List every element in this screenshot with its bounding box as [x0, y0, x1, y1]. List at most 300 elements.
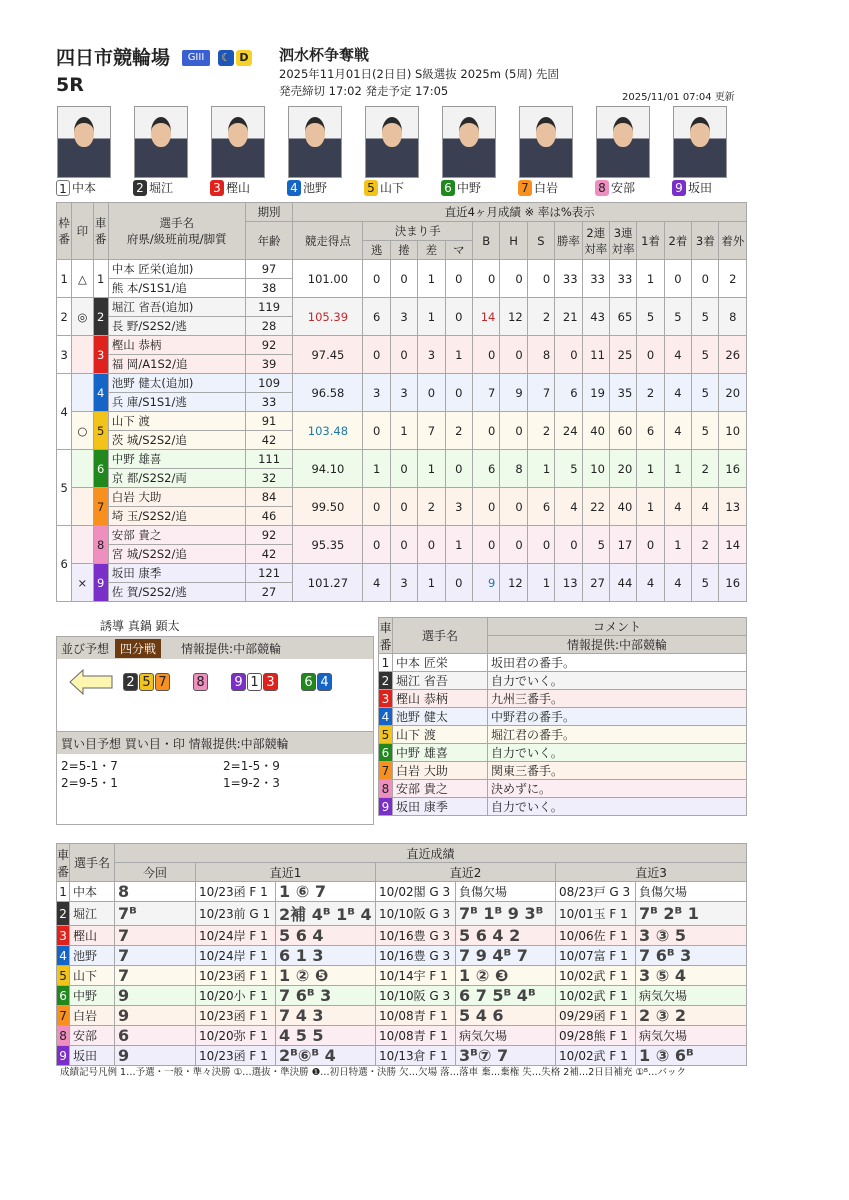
win-rate: 0 [555, 336, 582, 374]
r2-date: 10/10阪 G 3 [376, 902, 456, 926]
car-number: 5 [379, 726, 393, 744]
age: 28 [245, 317, 293, 336]
score: 101.00 [293, 260, 363, 298]
rider-name: 中本 匠栄 [393, 654, 488, 672]
second-count: 4 [664, 564, 691, 602]
ren3-rate: 33 [609, 260, 636, 298]
rider-name: 安部 貴之 [108, 526, 245, 545]
result-row [57, 946, 747, 966]
rider-name: 山下 渡 [393, 726, 488, 744]
col-h: H [500, 222, 527, 260]
current-result: 8 [115, 882, 196, 902]
mark [72, 450, 93, 488]
nige: 1 [363, 450, 390, 488]
car-number: 5 [93, 412, 108, 450]
mark [72, 488, 93, 526]
third-count: 0 [692, 260, 719, 298]
h-count: 0 [500, 336, 527, 374]
b-count: 0 [472, 488, 499, 526]
win-rate: 5 [555, 450, 582, 488]
out-count: 16 [719, 564, 747, 602]
first-count: 1 [637, 260, 664, 298]
ren2-rate: 40 [582, 412, 609, 450]
line-car-badge: 5 [139, 673, 154, 691]
car-number: 6 [379, 744, 393, 762]
third-count: 5 [692, 298, 719, 336]
r1-date: 10/23函 F 1 [196, 1046, 276, 1066]
second-count: 4 [664, 488, 691, 526]
score: 94.10 [293, 450, 363, 488]
col-s: S [527, 222, 554, 260]
r1-result: 5 6 4 [276, 926, 376, 946]
h-count: 0 [500, 412, 527, 450]
line-prediction-label: 並び予想 [61, 641, 110, 656]
bet-1: 2=5-1・7 [61, 759, 118, 773]
age: 33 [245, 393, 293, 412]
r2-date: 10/16豊 G 3 [376, 926, 456, 946]
score: 105.39 [293, 298, 363, 336]
line-car-badge: 3 [263, 673, 278, 691]
makuri: 0 [390, 450, 417, 488]
car-number: 7 [93, 488, 108, 526]
rider-pref: 茨 城/S2S2/追 [108, 431, 245, 450]
table-row [57, 450, 747, 469]
r1-date: 10/20弥 F 1 [196, 1026, 276, 1046]
out-count: 16 [719, 450, 747, 488]
rider-photo-card [364, 106, 441, 196]
s-count: 8 [527, 336, 554, 374]
current-result: 6 [115, 1026, 196, 1046]
ma: 0 [445, 260, 472, 298]
score: 101.27 [293, 564, 363, 602]
makuri: 0 [390, 336, 417, 374]
rider-photo-card [672, 106, 749, 196]
car-number-badge: 1 [56, 180, 70, 196]
r1-result: 7 4 3 [276, 1006, 376, 1026]
comment: 自力でいく。 [488, 798, 747, 816]
rider-photo [519, 106, 573, 178]
comment-row [379, 744, 747, 762]
s-count: 2 [527, 412, 554, 450]
h-count: 12 [500, 298, 527, 336]
line-car-badge: 9 [231, 673, 246, 691]
out-count: 8 [719, 298, 747, 336]
col-car: 車番 [379, 618, 393, 654]
win-rate: 21 [555, 298, 582, 336]
rider-short-name: 中本 [72, 181, 97, 195]
table-row [57, 564, 747, 583]
day-badge: D [236, 50, 252, 66]
col-car: 車番 [57, 844, 70, 882]
third-count: 2 [692, 450, 719, 488]
r1-result: 6 1 3 [276, 946, 376, 966]
comment-row [379, 654, 747, 672]
car-number: 5 [57, 966, 70, 986]
rider-pref: 宮 城/S2S2/追 [108, 545, 245, 564]
rider-short-name: 樫山 [226, 181, 251, 195]
line-car-badge: 4 [317, 673, 332, 691]
car-number-badge: 7 [518, 180, 532, 196]
ren2-rate: 19 [582, 374, 609, 412]
second-count: 4 [664, 374, 691, 412]
makuri: 0 [390, 260, 417, 298]
car-number: 1 [379, 654, 393, 672]
arrow-left-icon [69, 669, 113, 695]
line-car-badge: 6 [301, 673, 316, 691]
s-count: 2 [527, 298, 554, 336]
sashi: 1 [418, 564, 445, 602]
current-result: 9 [115, 1006, 196, 1026]
col-b: B [472, 222, 499, 260]
col-now: 今回 [115, 863, 196, 882]
age: 46 [245, 507, 293, 526]
age: 27 [245, 583, 293, 602]
r3-date: 10/02武 F 1 [556, 1046, 636, 1066]
out-count: 2 [719, 260, 747, 298]
term: 111 [245, 450, 293, 469]
car-number: 8 [93, 526, 108, 564]
r3-result: 3 ⑤ 4 [636, 966, 747, 986]
rider-name: 中本 匠栄(追加) [108, 260, 245, 279]
rider-pref: 熊 本/S1S1/追 [108, 279, 245, 298]
comment: 自力でいく。 [488, 672, 747, 690]
rider-photo [442, 106, 496, 178]
rider-short-name: 堀江 [149, 181, 174, 195]
b-count: 6 [472, 450, 499, 488]
r2-result: 負傷欠場 [456, 882, 556, 902]
col-p3: 3着 [692, 222, 719, 260]
bet-2: 2=1-5・9 [223, 759, 280, 773]
car-number: 6 [93, 450, 108, 488]
ren3-rate: 35 [609, 374, 636, 412]
s-count: 0 [527, 526, 554, 564]
col-r3: 直近3 [556, 863, 747, 882]
b-count: 14 [472, 298, 499, 336]
age: 39 [245, 355, 293, 374]
ma: 0 [445, 450, 472, 488]
term: 119 [245, 298, 293, 317]
line-car-badge: 7 [155, 673, 170, 691]
makuri: 3 [390, 374, 417, 412]
comment: 自力でいく。 [488, 744, 747, 762]
col-kimarite: 決まり手 [363, 222, 473, 241]
comment-row [379, 690, 747, 708]
rider-photo-card [56, 106, 133, 196]
r3-date: 09/29函 F 1 [556, 1006, 636, 1026]
second-count: 1 [664, 450, 691, 488]
nige: 4 [363, 564, 390, 602]
car-number: 8 [57, 1026, 70, 1046]
makuri: 1 [390, 412, 417, 450]
r2-date: 10/02閣 G 3 [376, 882, 456, 902]
h-count: 12 [500, 564, 527, 602]
rider-name: 山下 渡 [108, 412, 245, 431]
car-number-badge: 9 [672, 180, 686, 196]
waku-number: 5 [57, 450, 72, 526]
win-rate: 33 [555, 260, 582, 298]
h-count: 0 [500, 260, 527, 298]
rider-name: 中野 [70, 986, 115, 1006]
rider-short-name: 中野 [457, 181, 482, 195]
r2-date: 10/08青 F 1 [376, 1006, 456, 1026]
score: 96.58 [293, 374, 363, 412]
r2-result: 3ᴮ⑦ 7 [456, 1046, 556, 1066]
col-win: 勝率 [555, 222, 582, 260]
rider-name: 樫山 [70, 926, 115, 946]
term: 91 [245, 412, 293, 431]
table-row [57, 260, 747, 279]
r2-result: 7 9 4ᴮ 7 [456, 946, 556, 966]
third-count: 5 [692, 412, 719, 450]
result-row [57, 926, 747, 946]
waku-number: 1 [57, 260, 72, 298]
nige: 0 [363, 260, 390, 298]
race-times: 発売締切 17:02 発走予定 17:05 [279, 84, 449, 98]
car-number: 3 [93, 336, 108, 374]
comment: 坂田君の番手。 [488, 654, 747, 672]
car-number: 6 [57, 986, 70, 1006]
rider-photo [134, 106, 188, 178]
car-number-badge: 8 [595, 180, 609, 196]
comment-provider: 情報提供:中部競輪 [488, 636, 747, 654]
col-age: 年齢 [245, 222, 293, 260]
col-p2: 2着 [664, 222, 691, 260]
comment-row [379, 708, 747, 726]
car-number: 7 [57, 1006, 70, 1026]
r2-date: 10/13倉 F 1 [376, 1046, 456, 1066]
r3-result: 負傷欠場 [636, 882, 747, 902]
comment-row [379, 672, 747, 690]
win-rate: 6 [555, 374, 582, 412]
comment-row [379, 726, 747, 744]
table-row [57, 336, 747, 355]
comment: 堀江君の番手。 [488, 726, 747, 744]
section-header: 直近成績 [115, 844, 747, 863]
rider-name: 池野 [70, 946, 115, 966]
line-provider: 情報提供:中部競輪 [181, 641, 282, 656]
nige: 0 [363, 526, 390, 564]
r2-date: 10/08青 F 1 [376, 1026, 456, 1046]
car-number-badge: 5 [364, 180, 378, 196]
r2-date: 10/16豊 G 3 [376, 946, 456, 966]
r2-result: 5 4 6 [456, 1006, 556, 1026]
table-row [57, 374, 747, 393]
sashi: 3 [418, 336, 445, 374]
car-number: 8 [379, 780, 393, 798]
rider-photo [57, 106, 111, 178]
rider-name: 中本 [70, 882, 115, 902]
ma: 1 [445, 336, 472, 374]
rider-short-name: 池野 [303, 181, 328, 195]
first-count: 6 [637, 412, 664, 450]
ren3-rate: 44 [609, 564, 636, 602]
score: 95.35 [293, 526, 363, 564]
rider-name: 安部 [70, 1026, 115, 1046]
rider-short-name: 山下 [380, 181, 405, 195]
r1-date: 10/23函 F 1 [196, 966, 276, 986]
b-count: 0 [472, 336, 499, 374]
rider-photo [673, 106, 727, 178]
sashi: 2 [418, 488, 445, 526]
col-out: 着外 [719, 222, 747, 260]
rider-name: 池野 健太 [393, 708, 488, 726]
b-count: 0 [472, 260, 499, 298]
rider-name: 安部 貴之 [393, 780, 488, 798]
car-number: 4 [57, 946, 70, 966]
r3-date: 10/02武 F 1 [556, 966, 636, 986]
mark [72, 526, 93, 564]
sashi: 7 [418, 412, 445, 450]
result-row [57, 986, 747, 1006]
sashi: 1 [418, 260, 445, 298]
rider-pref: 埼 玉/S2S2/追 [108, 507, 245, 526]
current-result: 9 [115, 1046, 196, 1066]
h-count: 0 [500, 526, 527, 564]
ma: 1 [445, 526, 472, 564]
col-sashi: 差 [418, 241, 445, 260]
rider-name: 堀江 [70, 902, 115, 926]
col-name: 選手名 [393, 618, 488, 654]
s-count: 1 [527, 564, 554, 602]
col-term: 期別 [245, 203, 293, 222]
car-number-badge: 4 [287, 180, 301, 196]
second-count: 4 [664, 336, 691, 374]
h-count: 0 [500, 488, 527, 526]
rider-name: 白岩 [70, 1006, 115, 1026]
guide-rider: 誘導 真鍋 顕太 [100, 619, 180, 633]
car-number: 4 [379, 708, 393, 726]
rider-name: 山下 [70, 966, 115, 986]
car-number: 9 [93, 564, 108, 602]
ren3-rate: 20 [609, 450, 636, 488]
makuri: 0 [390, 488, 417, 526]
r1-result: 1 ⑥ 7 [276, 882, 376, 902]
result-row [57, 1006, 747, 1026]
mark [72, 336, 93, 374]
r1-result: 7 6ᴮ 3 [276, 986, 376, 1006]
comment: 中野君の番手。 [488, 708, 747, 726]
r1-result: 2補 4ᴮ 1ᴮ 4 [276, 902, 376, 926]
rider-photo-card [518, 106, 595, 196]
first-count: 1 [637, 488, 664, 526]
ren3-rate: 25 [609, 336, 636, 374]
win-rate: 13 [555, 564, 582, 602]
r2-result: 病気欠場 [456, 1026, 556, 1046]
col-car: 車番 [93, 203, 108, 260]
term: 121 [245, 564, 293, 583]
rider-stats-table [56, 202, 747, 602]
rider-photo-card [287, 106, 364, 196]
r3-date: 08/23戸 G 3 [556, 882, 636, 902]
rider-photo [211, 106, 265, 178]
third-count: 5 [692, 336, 719, 374]
col-ma: マ [445, 241, 472, 260]
rider-photo [288, 106, 342, 178]
term: 84 [245, 488, 293, 507]
s-count: 0 [527, 260, 554, 298]
nige: 3 [363, 374, 390, 412]
comment-row [379, 762, 747, 780]
rider-name: 坂田 [70, 1046, 115, 1066]
car-number: 2 [93, 298, 108, 336]
r1-date: 10/23函 F 1 [196, 882, 276, 902]
result-row [57, 1046, 747, 1066]
third-count: 5 [692, 374, 719, 412]
rider-short-name: 安部 [611, 181, 636, 195]
r3-result: 1 ③ 6ᴮ [636, 1046, 747, 1066]
nige: 6 [363, 298, 390, 336]
first-count: 1 [637, 450, 664, 488]
table-row [57, 526, 747, 545]
rider-name: 樫山 恭柄 [393, 690, 488, 708]
comment: 関東三番手。 [488, 762, 747, 780]
car-number: 2 [57, 902, 70, 926]
car-number: 1 [93, 260, 108, 298]
r1-result: 4 5 5 [276, 1026, 376, 1046]
ma: 0 [445, 374, 472, 412]
out-count: 13 [719, 488, 747, 526]
race-info: 2025年11月01日(2日目) S級選抜 2025m (5周) 先固 [279, 67, 560, 81]
car-number: 9 [57, 1046, 70, 1066]
mark: ○ [72, 412, 93, 450]
first-count: 4 [637, 564, 664, 602]
second-count: 4 [664, 412, 691, 450]
b-count: 0 [472, 412, 499, 450]
ma: 0 [445, 564, 472, 602]
current-result: 9 [115, 986, 196, 1006]
results-legend: 成績記号凡例 1…予選・一般・準々決勝 ①…選抜・準決勝 ❶…初日特選・決勝 欠…欠場 落…落車 棄…棄権 失…失格 2補…2日目補充 ①ᴮ…バック [60, 1067, 686, 1078]
updated-time: 2025/11/01 07:04 更新 [622, 92, 735, 103]
b-count: 0 [472, 526, 499, 564]
grade-badge: GIII [182, 50, 210, 66]
rider-name: 中野 雄喜 [108, 450, 245, 469]
col-score: 競走得点 [293, 222, 363, 260]
r3-result: 7ᴮ 2ᴮ 1 [636, 902, 747, 926]
rider-pref: 福 岡/A1S2/追 [108, 355, 245, 374]
cup-name: 泗水杯争奪戦 [279, 46, 370, 64]
r3-date: 10/07富 F 1 [556, 946, 636, 966]
first-count: 0 [637, 336, 664, 374]
s-count: 6 [527, 488, 554, 526]
comment-row [379, 780, 747, 798]
out-count: 26 [719, 336, 747, 374]
b-count: 7 [472, 374, 499, 412]
rider-photo-card [441, 106, 518, 196]
rider-name: 坂田 康季 [393, 798, 488, 816]
bet-prediction-label: 買い目予想 買い目・印 情報提供:中部競輪 [57, 731, 373, 754]
win-rate: 24 [555, 412, 582, 450]
result-row [57, 966, 747, 986]
section-header: 直近4ヶ月成績 ※ 率は%表示 [293, 203, 747, 222]
term: 92 [245, 526, 293, 545]
rider-photo [365, 106, 419, 178]
makuri: 3 [390, 564, 417, 602]
age: 38 [245, 279, 293, 298]
col-name: 選手名 府県/級班前現/脚質 [108, 203, 245, 260]
ren3-rate: 65 [609, 298, 636, 336]
waku-number: 2 [57, 298, 72, 336]
sashi: 1 [418, 298, 445, 336]
rider-short-name: 白岩 [534, 181, 559, 195]
rider-photos [56, 106, 749, 196]
ren2-rate: 43 [582, 298, 609, 336]
second-count: 1 [664, 526, 691, 564]
col-p1: 1着 [637, 222, 664, 260]
makuri: 0 [390, 526, 417, 564]
r2-result: 1 ② ❸ [456, 966, 556, 986]
win-rate: 4 [555, 488, 582, 526]
waku-number: 3 [57, 336, 72, 374]
